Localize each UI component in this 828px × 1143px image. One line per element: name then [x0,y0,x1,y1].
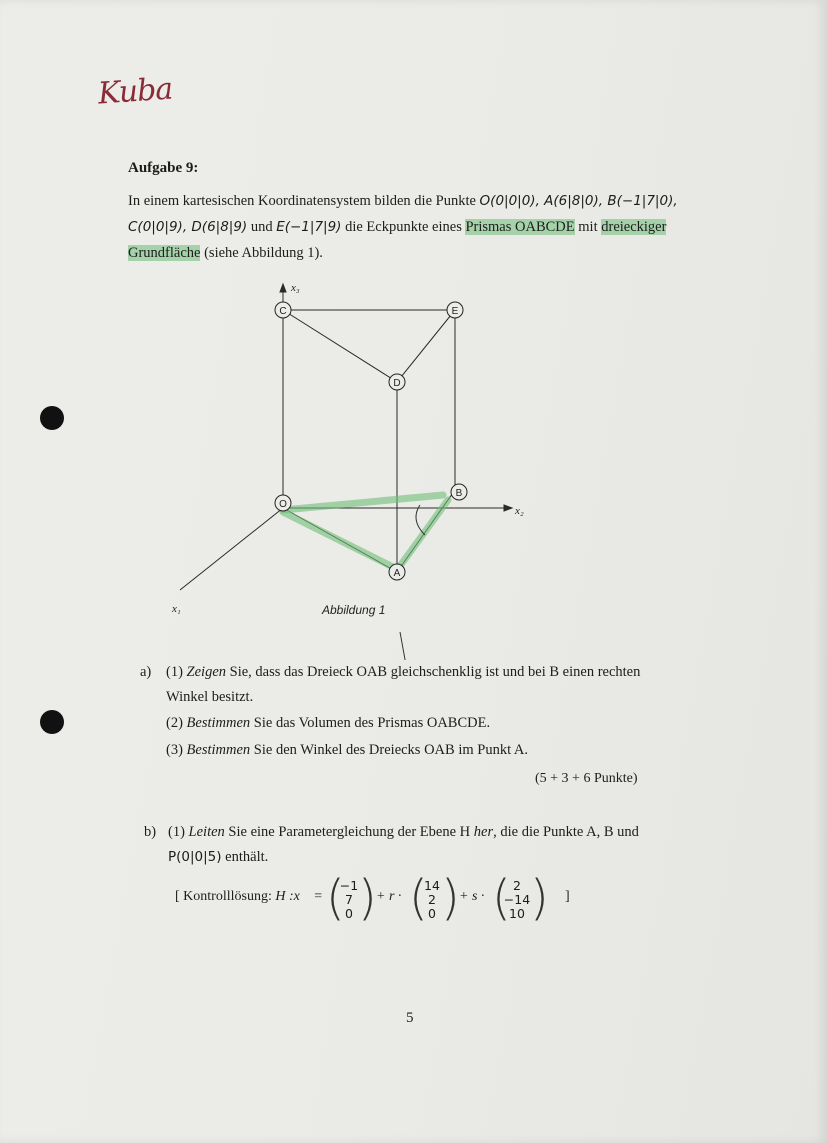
axis-x1-label: x₁ [172,603,181,615]
plus-s: + s · [459,889,485,904]
vertex-e-label: E [451,306,459,317]
vector-2: 14 2 0 [424,878,440,921]
highlight-edge-o-a [283,512,395,568]
vec2-open: ( [409,870,428,926]
edge-d-e [397,310,455,382]
part-a-q1: (1) Zeigen Sie, dass das Dreieck OAB gleichschenklig ist und bei B einen rechten [166,664,641,680]
part-b-label: b) [144,824,157,840]
vec1-close: ) [358,870,377,926]
plus-r: + r · [376,889,402,904]
highlight-edge-a-b [400,500,448,566]
vector-1: −1 7 0 [339,878,359,921]
vec2-close: ) [441,870,460,926]
page-number: 5 [406,1010,414,1026]
figure-caption: Abbildung 1 [322,603,386,617]
points-c-d: C(0|0|9), D(6|8|9) [128,219,248,235]
part-a-label: a) [140,664,152,680]
vec1-open: ( [326,870,345,926]
highlight-prismas: Prismas OABCDE [465,219,575,235]
vec3-close: ) [530,870,549,926]
vertex-d-label: D [393,378,401,389]
vector-3: 2 −14 10 [503,878,531,921]
part-a-points: (5 + 3 + 6 Punkte) [535,771,638,786]
vertex-b-label: B [455,488,463,499]
vec3-open: ( [492,870,511,926]
part-a-q2: (2) Bestimmen Sie das Volumen des Prismas OABCDE. [166,715,491,731]
axis-x1 [180,508,283,590]
highlight-grundflaeche: Grundfläche [128,245,201,261]
vertex-o-label: O [279,499,287,510]
vertex-c-label: C [279,306,287,317]
highlight-dreieckiger: dreieckiger [601,219,667,235]
axis-x3-arrow [280,284,286,292]
axis-x2-arrow [504,505,512,511]
intro-line-2: C(0|0|9), D(6|8|9) und E(−1|7|9) die Eckpunkte eines Prismas OABCDE mit dreieckiger [128,219,667,235]
intro-line-3: Grundfläche (siehe Abbildung 1). [128,245,323,261]
task-title: Aufgabe 9: [128,160,199,176]
part-b-q1-cont: P(0|0|5) enthält. [168,849,269,865]
points-o-a-b: O(0|0|0), A(6|8|0), B(−1|7|0), [479,193,678,209]
part-a-q3: (3) Bestimmen Sie den Winkel des Dreiecks OAB im Punkt A. [166,742,529,758]
pencil-mark [400,632,406,660]
control-close: ] [565,889,570,904]
edge-c-d [283,310,397,382]
intro-line-1: In einem kartesischen Koordinatensystem bilden die Punkte O(0|0|0), A(6|8|0), B(−1|7|0), [128,193,678,209]
axis-x2-label: x₂ [515,505,524,517]
control-solution: [ Kontrolllösung: H :x⃗ = [175,889,323,904]
handwritten-name: Kuba [96,71,174,112]
axis-x3-label: x₃ [291,282,300,294]
punch-hole-bottom [40,710,64,734]
part-a-q1-cont: Winkel besitzt. [166,689,254,705]
vertex-a-label: A [393,568,401,579]
part-b-q1: (1) Leiten Sie eine Parametergleichung der Ebene H her, die die Punkte A, B und [168,824,639,840]
point-e: E(−1|7|9) [276,219,342,235]
